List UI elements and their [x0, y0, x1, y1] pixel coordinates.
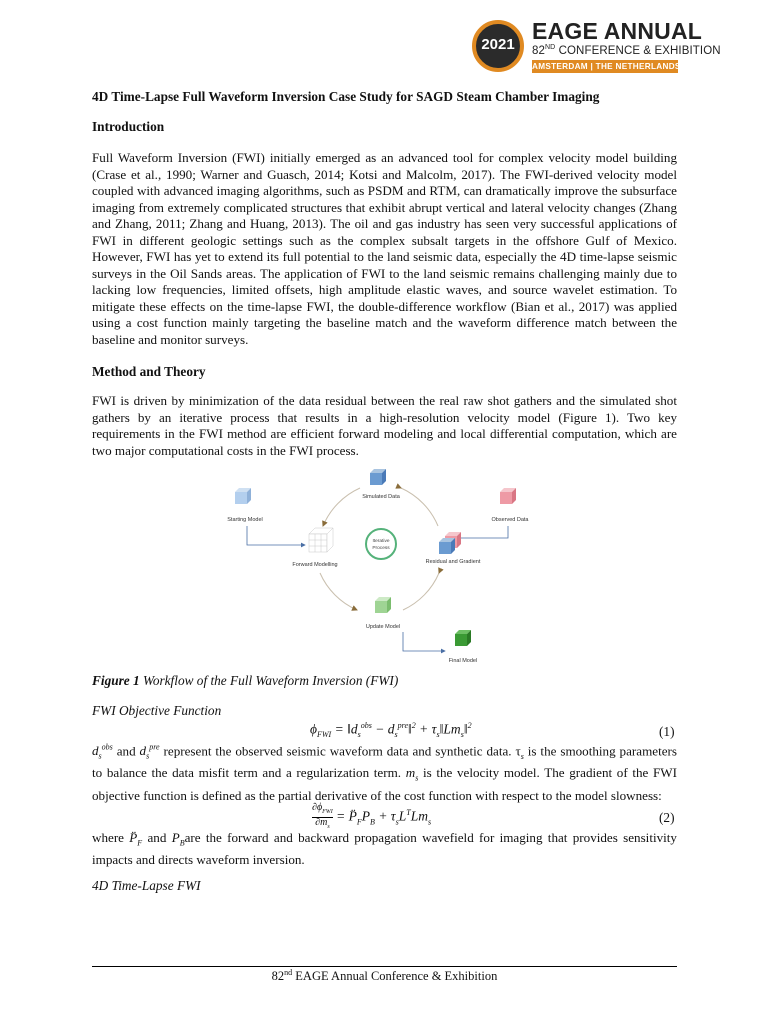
- method-paragraph: FWI is driven by minimization of the data residual between the real raw shot gathers and the simulated shot gathers by an iterative process that results in a high-resolution velocity model (Figure 1). Two key requirements in the FWI method are efficient forward modeling and local differential computation, which are two major computational costs in the FWI process.: [92, 393, 677, 458]
- paper-title: 4D Time-Lapse Full Waveform Inversion Case Study for SAGD Steam Chamber Imaging: [92, 89, 600, 104]
- label-final-model: Final Model: [448, 658, 478, 664]
- label-starting-model: Starting Model: [227, 517, 263, 523]
- objective-heading: FWI Objective Function: [92, 703, 222, 718]
- intro-heading: Introduction: [92, 119, 165, 134]
- arrow-start-to-forward: [247, 526, 305, 545]
- simulated-data-cube: [370, 469, 386, 485]
- equation-2: $\partial\phi_{FWI}$ $\partial m_s$ = $P̈_FP_B + \tau_sL^TLm_s$: [312, 802, 432, 830]
- logo-year: 2021: [481, 36, 515, 53]
- logo-subtitle: 82ND CONFERENCE & EXHIBITION: [532, 44, 721, 57]
- figure-caption: Figure 1 Workflow of the Full Waveform Inversion (FWI): [92, 673, 399, 688]
- update-model-cube: [375, 597, 391, 613]
- page-footer: 82nd EAGE Annual Conference & Exhibition: [271, 968, 498, 984]
- arrow-observed-to-residual: [453, 526, 508, 538]
- observed-data-cube: [500, 488, 516, 504]
- timelapse-heading: 4D Time-Lapse FWI: [92, 878, 201, 893]
- equation-2-description: where $P̈_F$ and $P_Bare$ the forward and backward propagation wavefield for imaging that provides sensitivity impacts and directs waveform inversion.: [92, 830, 677, 868]
- forward-modelling-cube: [309, 528, 333, 552]
- arrow-update-to-final: [403, 632, 445, 651]
- label-residual-gradient: Residual and Gradient: [425, 559, 481, 565]
- label-simulated-data: Simulated Data: [362, 494, 400, 500]
- equation-1-description: $d_s^{obs}$ and $d_s^{pre}$ represent the observed seismic waveform data and synthetic data. $\tau_s$ is the smoothing parameters to balance the data misfit term and a regularization term. $m_s$ is the velocity model. The gradient of the FWI objective function is defined as the partial derivative of the cost function with respect to the model slowness:: [92, 743, 677, 803]
- label-observed-data: Observed Data: [491, 517, 529, 523]
- equation-1-number: (1): [659, 724, 675, 739]
- equation-2-number: (2): [659, 810, 675, 825]
- iterative-process-ring: [366, 529, 396, 559]
- fwi-workflow-diagram: [205, 468, 550, 668]
- residual-gradient-cubes: [439, 532, 461, 554]
- footer-rule: [92, 966, 677, 967]
- method-heading: Method and Theory: [92, 364, 206, 379]
- final-model-cube: [455, 630, 471, 646]
- intro-paragraph: Full Waveform Inversion (FWI) initially emerged as an advanced tool for complex velocity model building (Crase et al., 1990; Warner and Guasch, 2014; Kotsi and Malcolm, 2017). The FWI-derived velocity model coupled with advanced imaging algorithms, such as PSDM and RTM, can dramatically improve the subsurface imaging from extremely complicated structures that exhibit abrupt vertical and lateral velocity changes (Zhang and Zhang, 2011; Zhang and Huang, 2013). The oil and gas industry has seen very successful applications of FWI in different geologic settings such as the complex subsalt targets in the offshore Gulf of Mexico. However, FWI has yet to extend its full potential to the land seismic data, especially the 4D time-lapse seismic surveys in the Oil Sands areas. The application of FWI to the land seismic remains challenging mainly due to lacking low frequencies, limited offsets, high amplitude elastic waves, and source wavelet estimation. To mitigate these effects on the time-lapse FWI, the double-difference workflow (Bian et al., 2017) was applied using a cost function mainly targeting the baseline match and the waveform difference match between the baseline and monitor surveys.: [92, 150, 677, 347]
- logo-title: EAGE ANNUAL: [532, 18, 703, 44]
- logo-location: AMSTERDAM | THE NETHERLANDS: [532, 62, 681, 71]
- eage-logo: [472, 18, 721, 76]
- label-iterative: Iterative: [372, 539, 390, 544]
- label-update-model: Update Model: [365, 624, 401, 630]
- label-process: Process: [372, 546, 390, 551]
- equation-1: $\phi_{FWI}$ = $‖d_s^{obs}$ − $d_s^{pre}‖^2$ + $\tau_s‖Lm_s‖^2$: [310, 721, 472, 740]
- starting-model-cube: [235, 488, 251, 504]
- label-forward-modelling: Forward Modelling: [292, 562, 338, 568]
